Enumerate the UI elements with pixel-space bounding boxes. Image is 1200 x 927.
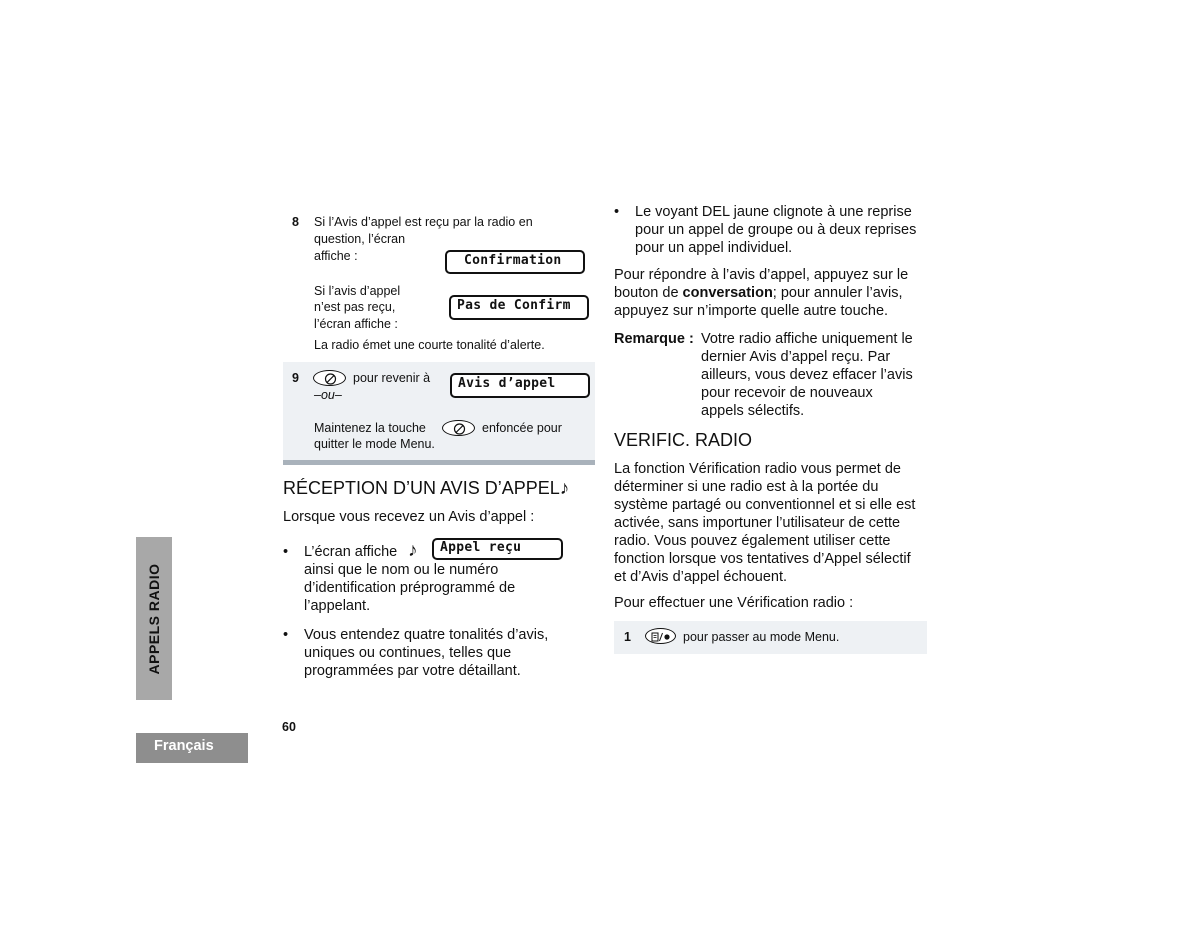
- bullet1-start: L’écran affiche: [304, 544, 398, 560]
- side-tab-section-label: APPELS RADIO: [146, 563, 162, 675]
- desc-line1: La fonction Vérification radio vous permet de: [614, 461, 901, 477]
- music-note-icon: ♪: [559, 478, 570, 499]
- step9-number: 9: [292, 371, 299, 385]
- side-tab-language: [136, 733, 248, 763]
- music-note-icon-2: ♪: [408, 540, 418, 561]
- step8-line2: question, l’écran: [314, 232, 406, 246]
- respond-line3: appuyez sur n’importe quelle autre touche.: [614, 303, 889, 319]
- bullet-dot-3: •: [614, 204, 620, 220]
- section-title-verific: VERIFIC. RADIO: [614, 430, 753, 450]
- respond-line2: [614, 284, 903, 302]
- lcd-display-avis-dappel: Avis d’appel: [450, 373, 590, 398]
- step8-number: 8: [292, 215, 299, 229]
- respond-line1: Pour répondre à l’avis d’appel, appuyez sur le: [614, 267, 909, 283]
- step9-hold-line2: quitter le mode Menu.: [314, 437, 435, 451]
- menu-button-icon: [645, 628, 676, 644]
- lcd-display-confirmation: Confirmation: [445, 250, 585, 274]
- remark-line1: Votre radio affiche uniquement le: [701, 331, 913, 347]
- reception-intro: Lorsque vous recevez un Avis d’appel :: [283, 509, 535, 525]
- lcd-display-pas-de-confirm: Pas de Confirm: [449, 295, 589, 320]
- led-line2: pour un appel de groupe ou à deux reprises: [635, 222, 917, 238]
- bullet2-line3: programmées par votre détaillant.: [304, 663, 521, 679]
- section-title-reception-text: RÉCEPTION D’UN AVIS D’APPEL: [283, 478, 560, 498]
- side-tab-section: [136, 537, 172, 700]
- bullet2-line1: Vous entendez quatre tonalités d’avis,: [304, 627, 549, 643]
- step8-alt-line1: Si l’avis d’appel: [314, 284, 401, 298]
- bullet-dot: •: [283, 544, 289, 560]
- side-tab-language-label: Français: [154, 738, 214, 754]
- bullet2-line2: uniques ou continues, telles que: [304, 645, 512, 661]
- step1-number: 1: [624, 630, 631, 644]
- step9-hold-after: enfoncée pour: [482, 421, 562, 435]
- conversation-bold: conversation: [682, 285, 773, 301]
- remark-line5: appels sélectifs.: [701, 403, 805, 419]
- step8-alt-line3: l’écran affiche :: [314, 317, 398, 331]
- remark-line3: ailleurs, vous devez effacer l’avis: [701, 367, 913, 383]
- step9-divider: [283, 460, 595, 465]
- led-line1: Le voyant DEL jaune clignote à une reprise: [635, 204, 912, 220]
- desc-line4: activée, sans importuner l’utilisateur de cette: [614, 515, 901, 531]
- exit-button-icon: [313, 370, 346, 386]
- bullet1-line4: l’appelant.: [304, 598, 371, 614]
- perform-text: Pour effectuer une Vérification radio :: [614, 595, 854, 611]
- bullet-dot-2: •: [283, 627, 289, 643]
- led-line3: pour un appel individuel.: [635, 240, 793, 256]
- step8-line1: Si l’Avis d’appel est reçu par la radio en: [314, 215, 533, 229]
- remark-label: Remarque :: [614, 331, 694, 347]
- bullet1-line2: ainsi que le nom ou le numéro: [304, 562, 499, 578]
- remark-line4: pour recevoir de nouveaux: [701, 385, 873, 401]
- step9-return-text: pour revenir à: [353, 371, 431, 385]
- step9-hold-before: Maintenez la touche: [314, 421, 426, 435]
- step8-alt-line2: n’est pas reçu,: [314, 300, 396, 314]
- page-number: 60: [282, 720, 296, 734]
- step9-or-text: –ou–: [314, 388, 342, 402]
- lcd-display-appel-recu: Appel reçu: [432, 538, 563, 560]
- desc-line6: fonction lorsque vos tentatives d’Appel sélectif: [614, 551, 911, 567]
- section-title-reception: [283, 477, 569, 500]
- step1-text: pour passer au mode Menu.: [683, 630, 840, 644]
- step8-tone-note: La radio émet une courte tonalité d’alerte.: [314, 338, 545, 352]
- desc-line2: déterminer si une radio est à la portée du: [614, 479, 879, 495]
- desc-line5: radio. Vous pouvez également utiliser cette: [614, 533, 891, 549]
- remark-line2: dernier Avis d’appel reçu. Par: [701, 349, 891, 365]
- respond-line2-after: ; pour annuler l’avis,: [772, 285, 903, 301]
- respond-line2-before: bouton de: [614, 285, 679, 301]
- desc-line7: et d’Avis d’appel échouent.: [614, 569, 788, 585]
- step8-line3: affiche :: [314, 249, 358, 263]
- desc-line3: système partagé ou conventionnel et si elle est: [614, 497, 916, 513]
- exit-button-icon-2: [442, 420, 475, 436]
- bullet1-line3: d’identification préprogrammé de: [304, 580, 516, 596]
